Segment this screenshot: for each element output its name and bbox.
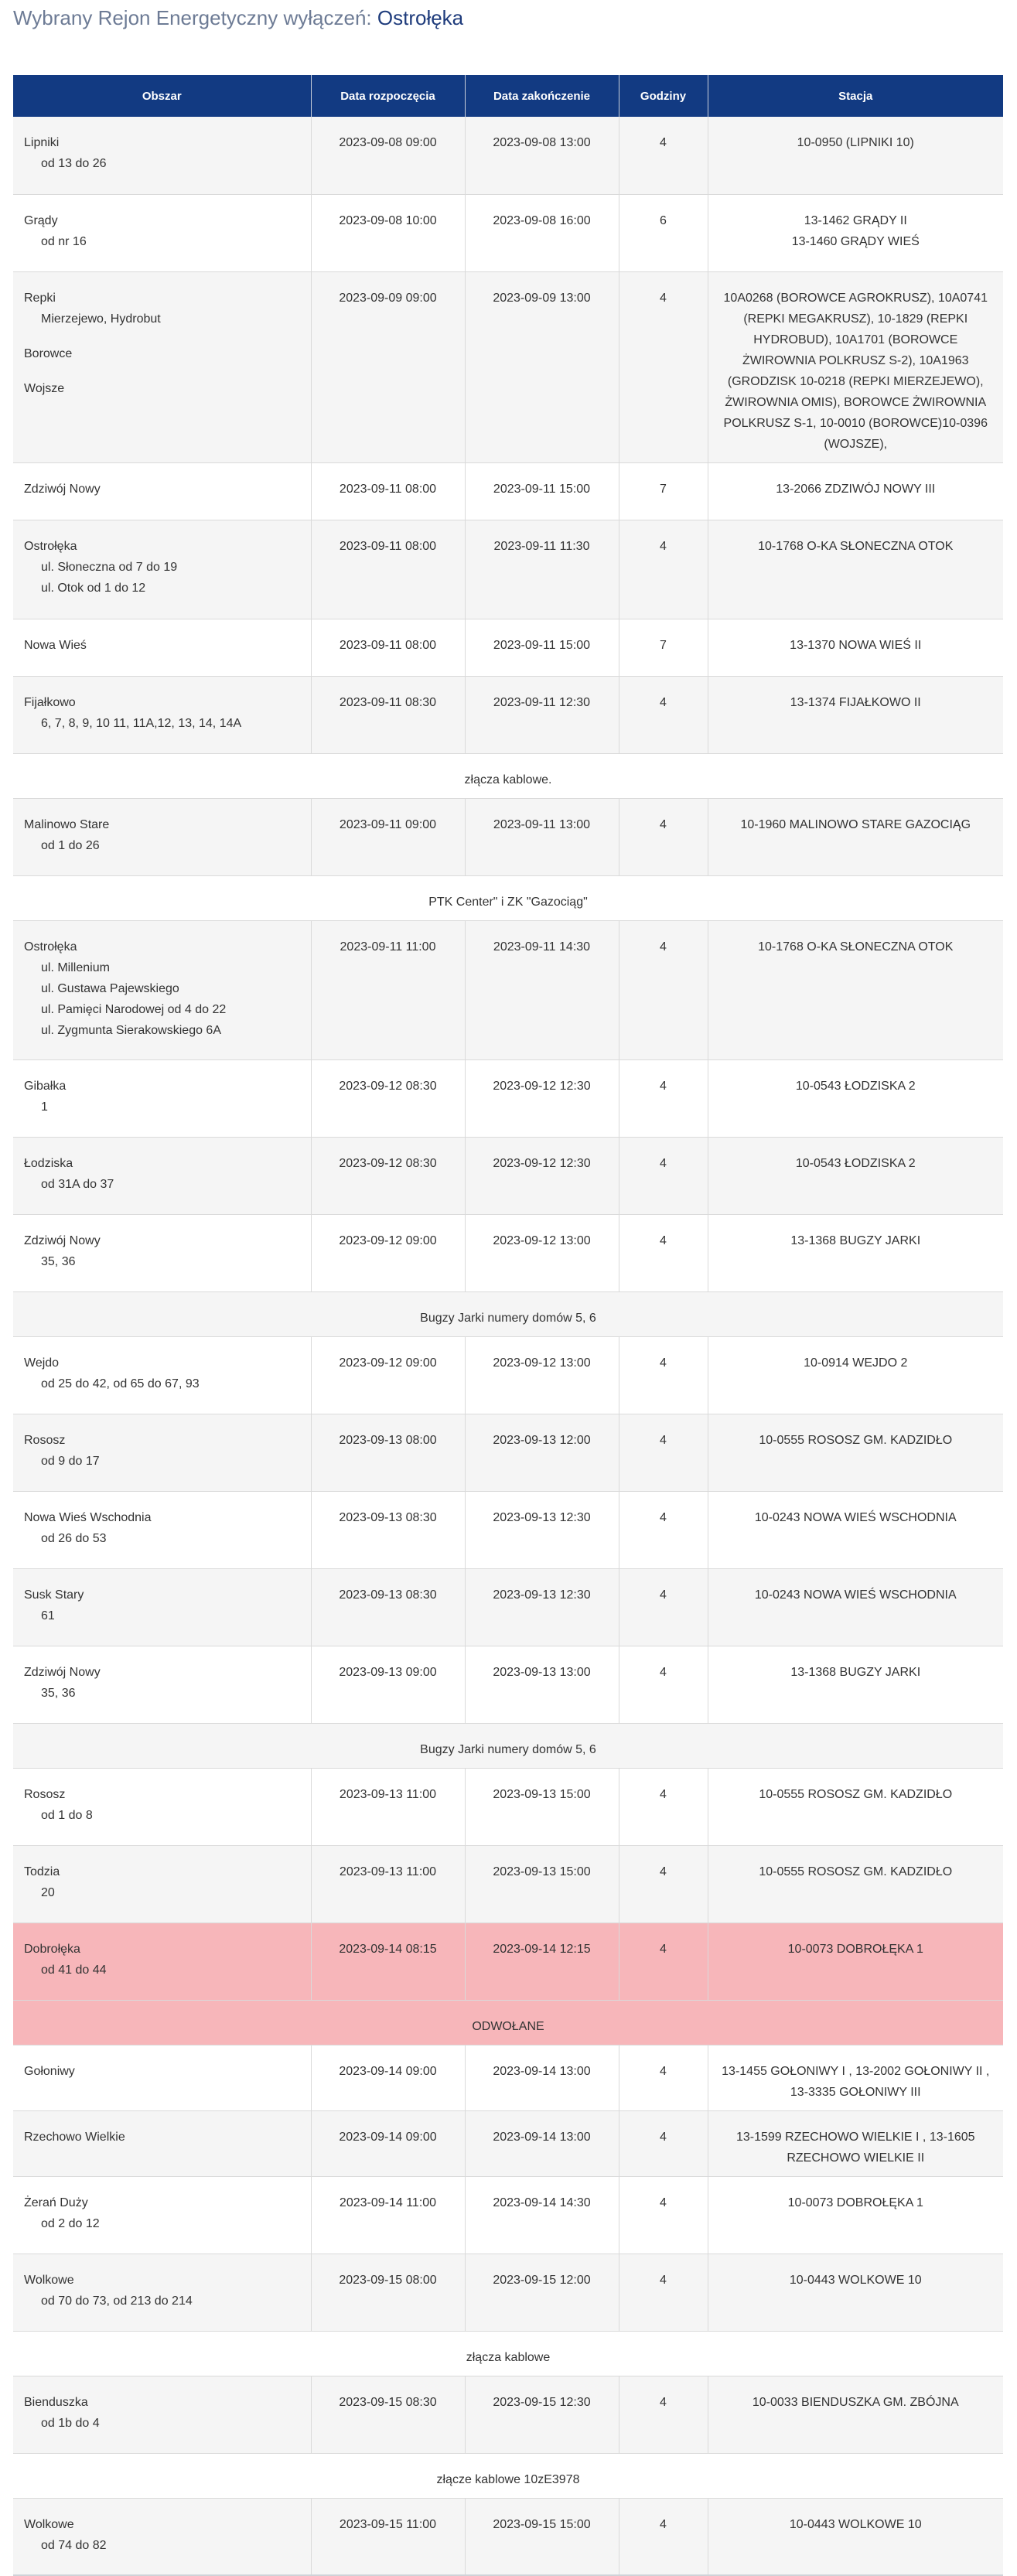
hours-cell: 4 [619,1414,708,1491]
end-date-cell: 2023-09-13 15:00 [465,1845,619,1923]
hours-cell: 4 [619,271,708,462]
start-date-cell: 2023-09-11 11:00 [311,920,465,1059]
column-header-station[interactable]: Stacja [708,75,1003,117]
area-cell [13,1646,311,1723]
area-cell [13,1059,311,1137]
start-date-cell: 2023-09-13 08:00 [311,1414,465,1491]
start-date-cell: 2023-09-14 11:00 [311,2176,465,2254]
station-cell: 13-1599 RZECHOWO WIELKIE I , 13-1605 RZECHOWO WIELKIE II [708,2110,1003,2176]
end-date-cell: 2023-09-11 13:00 [465,798,619,875]
area-name: Repki [24,291,56,305]
table-row [13,798,1003,875]
start-date-cell: 2023-09-08 09:00 [311,117,465,194]
area-name: Bienduszka [24,2395,88,2409]
hours-cell: 4 [619,1845,708,1923]
hours-cell: 6 [619,194,708,271]
station-cell: 10-0073 DOBROŁĘKA 1 [708,2176,1003,2254]
table-row [13,117,1003,194]
area-name: Wolkowe [24,2517,74,2531]
hours-cell: 4 [619,1336,708,1414]
note-row [13,1723,1003,1768]
table-row [13,1923,1003,2000]
table-row [13,2498,1003,2575]
area-cell [13,920,311,1059]
area-cell [13,1568,311,1646]
hours-cell: 4 [619,1768,708,1845]
hours-cell: 4 [619,2376,708,2453]
area-cell [13,1137,311,1214]
station-cell: 13-1462 GRĄDY II 13-1460 GRĄDY WIEŚ [708,194,1003,271]
table-row [13,271,1003,462]
area-name: Gołoniwy [24,2064,75,2078]
area-detail: ul. Pamięci Narodowej od 4 do 22 [41,1002,227,1016]
hours-cell: 7 [619,462,708,520]
table-row [13,462,1003,520]
note-text: złącza kablowe. [13,753,1003,798]
area-cell [13,2376,311,2453]
end-date-cell: 2023-09-13 15:00 [465,1768,619,1845]
hours-cell: 4 [619,920,708,1059]
table-row [13,2045,1003,2110]
station-cell: 13-2066 ZDZIWÓJ NOWY III [708,462,1003,520]
area-cell [13,2110,311,2176]
hours-cell: 4 [619,1137,708,1214]
column-header-hours[interactable]: Godziny [619,75,708,117]
table-row [13,1646,1003,1723]
area-name: Rososz [24,1433,66,1447]
area-name: Lipniki [24,136,60,149]
station-cell: 10-0555 ROSOSZ GM. KADZIDŁO [708,1768,1003,1845]
area-detail: ul. Millenium [41,960,110,974]
area-detail: 6, 7, 8, 9, 10 11, 11A,12, 13, 14, 14A [41,716,242,730]
note-text: złącza kablowe [13,2331,1003,2376]
end-date-cell: 2023-09-08 16:00 [465,194,619,271]
end-date-cell: 2023-09-12 12:30 [465,1059,619,1137]
table-row [13,2254,1003,2331]
area-detail: ul. Słoneczna od 7 do 19 [41,560,178,574]
table-row [13,1059,1003,1137]
note-row [13,1291,1003,1336]
end-date-cell: 2023-09-13 13:00 [465,1646,619,1723]
area-name: Susk Stary [24,1588,84,1602]
note-text: ODWOŁANE [13,2000,1003,2045]
table-row [13,1214,1003,1291]
station-cell: 10-0555 ROSOSZ GM. KADZIDŁO [708,1845,1003,1923]
area-detail: 20 [41,1885,55,1899]
area-cell [13,1414,311,1491]
area-detail: od 25 do 42, od 65 do 67, 93 [41,1377,200,1390]
station-cell: 10-0914 WEJDO 2 [708,1336,1003,1414]
area-detail: 35, 36 [41,1254,76,1268]
table-row [13,1491,1003,1568]
note-text: złącze kablowe 10zE3978 [13,2453,1003,2498]
area-cell [13,1491,311,1568]
station-cell: 10-0443 WOLKOWE 10 [708,2498,1003,2575]
start-date-cell: 2023-09-13 11:00 [311,1845,465,1923]
table-row [13,1568,1003,1646]
end-date-cell: 2023-09-11 15:00 [465,462,619,520]
table-body [13,117,1003,2575]
end-date-cell: 2023-09-12 13:00 [465,1336,619,1414]
hours-cell: 4 [619,2045,708,2110]
note-row [13,2331,1003,2376]
start-date-cell: 2023-09-13 09:00 [311,1646,465,1723]
table-row [13,520,1003,619]
station-cell: 10-0543 ŁODZISKA 2 [708,1137,1003,1214]
area-detail: od 31A do 37 [41,1177,114,1191]
end-date-cell: 2023-09-13 12:30 [465,1491,619,1568]
area-detail: Mierzejewo, Hydrobut [41,312,161,326]
area-name: Zdziwój Nowy [24,1665,101,1679]
start-date-cell: 2023-09-08 10:00 [311,194,465,271]
hours-cell: 4 [619,1059,708,1137]
column-header-start-date[interactable]: Data rozpoczęcia [311,75,465,117]
start-date-cell: 2023-09-12 08:30 [311,1059,465,1137]
end-date-cell: 2023-09-13 12:30 [465,1568,619,1646]
station-cell: 13-1374 FIJAŁKOWO II [708,676,1003,753]
station-cell: 13-1368 BUGZY JARKI [708,1646,1003,1723]
area-name: Ostrołęka [24,940,77,954]
start-date-cell: 2023-09-15 08:00 [311,2254,465,2331]
end-date-cell: 2023-09-14 12:15 [465,1923,619,2000]
table-row [13,1336,1003,1414]
end-date-cell: 2023-09-08 13:00 [465,117,619,194]
hours-cell: 4 [619,1491,708,1568]
area-name: Łodziska [24,1156,73,1170]
note-row [13,2453,1003,2498]
area-detail: od 26 do 53 [41,1531,107,1545]
end-date-cell: 2023-09-12 12:30 [465,1137,619,1214]
area-name: Wejdo [24,1356,60,1370]
area-cell [13,520,311,619]
area-name: Malinowo Stare [24,817,110,831]
table-header-row [13,75,1003,117]
area-detail: od 1 do 26 [41,838,100,852]
area-cell [13,271,311,462]
station-cell: 10-0243 NOWA WIEŚ WSCHODNIA [708,1491,1003,1568]
end-date-cell: 2023-09-13 12:00 [465,1414,619,1491]
hours-cell: 4 [619,1568,708,1646]
area-cell [13,2045,311,2110]
end-date-cell: 2023-09-14 14:30 [465,2176,619,2254]
area-cell [13,1845,311,1923]
area-detail: od nr 16 [41,234,87,248]
end-date-cell: 2023-09-11 11:30 [465,520,619,619]
area-name: Borowce [24,346,73,360]
note-text: Bugzy Jarki numery domów 5, 6 [13,1723,1003,1768]
start-date-cell: 2023-09-15 08:30 [311,2376,465,2453]
area-cell [13,2176,311,2254]
area-cell [13,117,311,194]
area-cell [13,1768,311,1845]
area-detail: od 41 do 44 [41,1963,107,1977]
end-date-cell: 2023-09-09 13:00 [465,271,619,462]
start-date-cell: 2023-09-09 09:00 [311,271,465,462]
area-name: Rzechowo Wielkie [24,2130,125,2144]
start-date-cell: 2023-09-12 09:00 [311,1336,465,1414]
end-date-cell: 2023-09-15 15:00 [465,2498,619,2575]
area-cell [13,2498,311,2575]
area-detail: ul. Zygmunta Sierakowskiego 6A [41,1023,221,1037]
station-cell: 10-1768 O-KA SŁONECZNA OTOK [708,520,1003,619]
end-date-cell: 2023-09-15 12:00 [465,2254,619,2331]
station-cell: 13-1368 BUGZY JARKI [708,1214,1003,1291]
station-cell: 10-1768 O-KA SŁONECZNA OTOK [708,920,1003,1059]
area-detail: od 70 do 73, od 213 do 214 [41,2294,193,2308]
area-name: Ostrołęka [24,539,77,553]
station-cell: 10-1960 MALINOWO STARE GAZOCIĄG [708,798,1003,875]
end-date-cell: 2023-09-11 15:00 [465,619,619,676]
end-date-cell: 2023-09-15 12:30 [465,2376,619,2453]
area-name: Wojsze [24,381,65,395]
area-name: Nowa Wieś Wschodnia [24,1510,152,1524]
area-name: Zdziwój Nowy [24,1233,101,1247]
hours-cell: 4 [619,2176,708,2254]
start-date-cell: 2023-09-14 08:15 [311,1923,465,2000]
station-cell: 13-1370 NOWA WIEŚ II [708,619,1003,676]
start-date-cell: 2023-09-13 08:30 [311,1568,465,1646]
station-cell: 13-1455 GOŁONIWY I , 13-2002 GOŁONIWY II , 13-3335 GOŁONIWY III [708,2045,1003,2110]
area-name: Rososz [24,1787,66,1801]
cancelled-row [13,2000,1003,2045]
hours-cell: 4 [619,676,708,753]
area-cell [13,619,311,676]
table-row [13,619,1003,676]
note-row [13,753,1003,798]
start-date-cell: 2023-09-11 08:30 [311,676,465,753]
page-title [13,6,463,30]
area-name: Żerań Duży [24,2196,88,2209]
station-cell: 10-0033 BIENDUSZKA GM. ZBÓJNA [708,2376,1003,2453]
table-row [13,1414,1003,1491]
end-date-cell: 2023-09-12 13:00 [465,1214,619,1291]
hours-cell: 4 [619,1646,708,1723]
hours-cell: 4 [619,2110,708,2176]
area-detail: od 74 do 82 [41,2538,107,2552]
start-date-cell: 2023-09-11 08:00 [311,520,465,619]
hours-cell: 4 [619,2254,708,2331]
note-text: PTK Center" i ZK "Gazociąg" [13,875,1003,920]
hours-cell: 4 [619,520,708,619]
table-row [13,1845,1003,1923]
hours-cell: 4 [619,1923,708,2000]
area-cell [13,676,311,753]
area-detail: od 9 do 17 [41,1454,100,1468]
table-row [13,194,1003,271]
selected-region: Ostrołęka [377,6,464,29]
hours-cell: 4 [619,1214,708,1291]
start-date-cell: 2023-09-15 11:00 [311,2498,465,2575]
page-title-prefix: Wybrany Rejon Energetyczny wyłączeń: [13,6,372,29]
area-cell [13,798,311,875]
start-date-cell: 2023-09-11 08:00 [311,462,465,520]
area-detail: 35, 36 [41,1686,76,1700]
start-date-cell: 2023-09-12 09:00 [311,1214,465,1291]
area-name: Nowa Wieś [24,638,87,652]
area-name: Fijałkowo [24,695,76,709]
area-name: Grądy [24,213,58,227]
area-detail: 1 [41,1100,48,1114]
outages-table [13,75,1003,2576]
station-cell: 10A0268 (BOROWCE AGROKRUSZ), 10A0741 (REPKI MEGAKRUSZ), 10-1829 (REPKI HYDROBUD), 10A1701 (BOROWCE ŻWIROWNIA POLKRUSZ S-2), 10A1963 (GRODZISK 10-0218 (REPKI MIERZEJEWO), ŻWIROWNIA OMIS), BOROWCE ŻWIROWNIA POLKRUSZ S-1, 10-0010 (BOROWCE)10-0396 (WOJSZE), [708,271,1003,462]
area-detail: 61 [41,1609,55,1622]
table-row [13,2176,1003,2254]
note-row [13,875,1003,920]
end-date-cell: 2023-09-11 12:30 [465,676,619,753]
station-cell: 10-0443 WOLKOWE 10 [708,2254,1003,2331]
area-name: Gibałka [24,1079,67,1093]
area-name: Zdziwój Nowy [24,482,101,496]
end-date-cell: 2023-09-14 13:00 [465,2110,619,2176]
area-cell [13,1336,311,1414]
table-row [13,1768,1003,1845]
table-row [13,920,1003,1059]
start-date-cell: 2023-09-13 11:00 [311,1768,465,1845]
hours-cell: 4 [619,798,708,875]
start-date-cell: 2023-09-13 08:30 [311,1491,465,1568]
area-cell [13,2254,311,2331]
area-detail: od 2 do 12 [41,2216,100,2230]
area-name: Todzia [24,1865,60,1878]
start-date-cell: 2023-09-12 08:30 [311,1137,465,1214]
station-cell: 10-0243 NOWA WIEŚ WSCHODNIA [708,1568,1003,1646]
hours-cell: 4 [619,117,708,194]
area-detail: ul. Otok od 1 do 12 [41,581,146,595]
end-date-cell: 2023-09-14 13:00 [465,2045,619,2110]
area-detail: od 1b do 4 [41,2416,100,2430]
area-detail: od 1 do 8 [41,1808,93,1822]
table-row [13,1137,1003,1214]
note-text: Bugzy Jarki numery domów 5, 6 [13,1291,1003,1336]
station-cell: 10-0555 ROSOSZ GM. KADZIDŁO [708,1414,1003,1491]
area-name: Dobrołęka [24,1942,80,1956]
hours-cell: 4 [619,2498,708,2575]
station-cell: 10-0073 DOBROŁĘKA 1 [708,1923,1003,2000]
start-date-cell: 2023-09-14 09:00 [311,2110,465,2176]
area-cell [13,1923,311,2000]
area-detail: od 13 do 26 [41,157,107,170]
area-cell [13,194,311,271]
area-cell [13,1214,311,1291]
start-date-cell: 2023-09-11 09:00 [311,798,465,875]
hours-cell: 7 [619,619,708,676]
table-row [13,2110,1003,2176]
station-cell: 10-0950 (LIPNIKI 10) [708,117,1003,194]
table-row [13,2376,1003,2453]
station-cell: 10-0543 ŁODZISKA 2 [708,1059,1003,1137]
column-header-area[interactable]: Obszar [13,75,311,117]
start-date-cell: 2023-09-11 08:00 [311,619,465,676]
area-detail: ul. Gustawa Pajewskiego [41,981,179,995]
start-date-cell: 2023-09-14 09:00 [311,2045,465,2110]
area-name: Wolkowe [24,2273,74,2287]
end-date-cell: 2023-09-11 14:30 [465,920,619,1059]
area-cell [13,462,311,520]
table-row [13,676,1003,753]
column-header-end-date[interactable]: Data zakończenie [465,75,619,117]
